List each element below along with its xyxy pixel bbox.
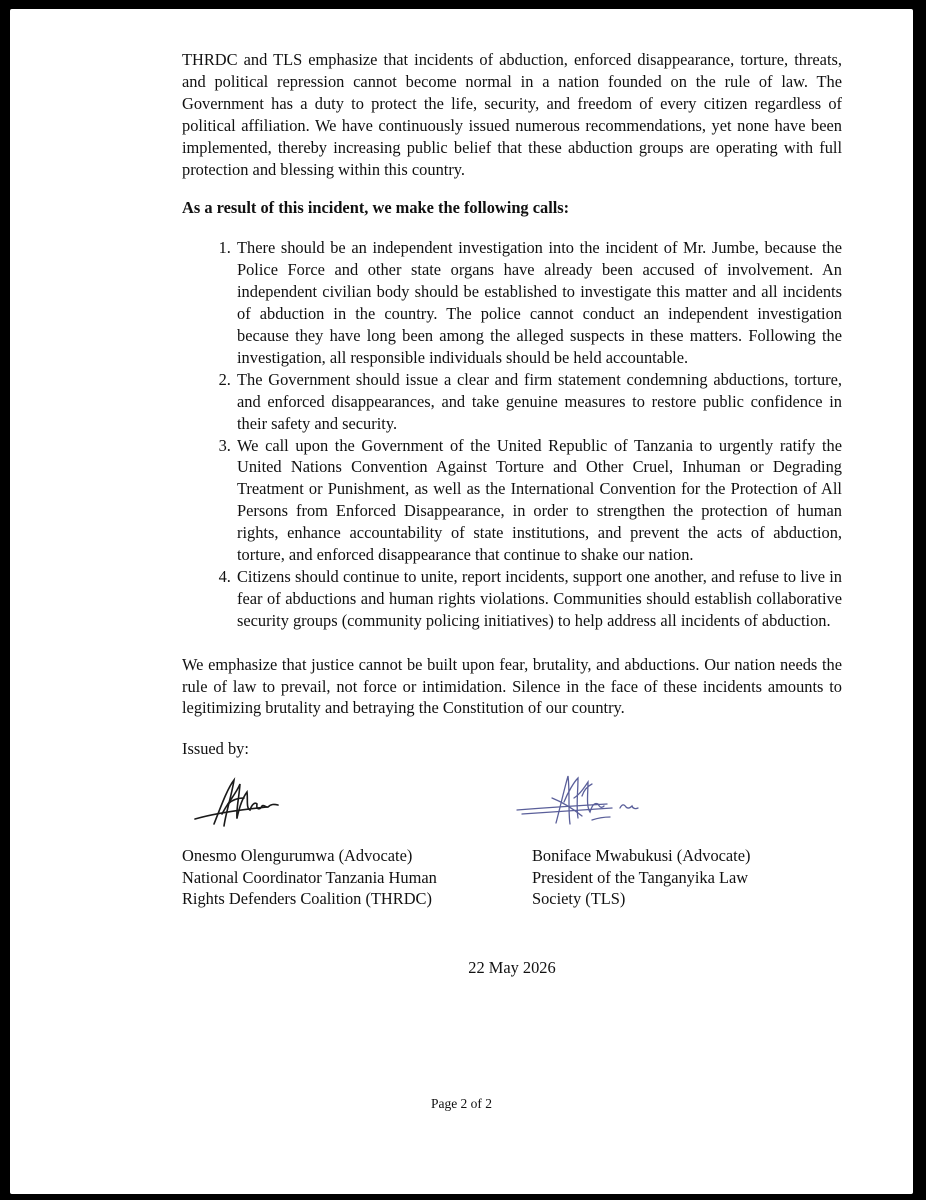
call-item: 4. Citizens should continue to unite, report incidents, support one another, and refuse to live in fear of abductions and human rights violations. Communities should establish collaborative security groups (community policing initiatives) to help address all incidents of abduction. bbox=[235, 566, 842, 632]
document-date: 22 May 2026 bbox=[468, 958, 556, 978]
calls-heading: As a result of this incident, we make the following calls: bbox=[182, 198, 570, 218]
calls-list bbox=[182, 237, 842, 631]
signature-olengurumwa-icon bbox=[192, 774, 287, 834]
document-page bbox=[10, 9, 913, 1194]
signatory-title: Society (TLS) bbox=[532, 889, 626, 909]
signature-mwabukusi-icon bbox=[512, 768, 657, 843]
call-item: 2. The Government should issue a clear and firm statement condemning abductions, torture, and enforced disappearances, and take genuine measures to restore public confidence in their safety and security. bbox=[235, 369, 842, 435]
call-item: 3. We call upon the Government of the United Republic of Tanzania to urgently ratify the United Nations Convention Against Torture and Other Cruel, Inhuman or Degrading Treatment or Punishment, as well as the International Convention for the Protection of All Persons from Enforced Disappearance, in order to strengthen the protection of human rights, enhance accountability of state institutions, and prevent the acts of abduction, torture, and enforced disappearance that continue to shake our nation. bbox=[235, 435, 842, 566]
signatory-name: Onesmo Olengurumwa (Advocate) bbox=[182, 846, 413, 866]
document-body bbox=[182, 49, 842, 998]
signatory-1-block bbox=[182, 845, 482, 910]
signatory-2-block bbox=[532, 845, 832, 910]
signatory-name: Boniface Mwabukusi (Advocate) bbox=[532, 846, 751, 866]
page-number: Page 2 of 2 bbox=[430, 1096, 493, 1111]
closing-paragraph: We emphasize that justice cannot be built upon fear, brutality, and abductions. Our nation needs the rule of law to prevail, not force or intimidation. Silence in the face of these incidents amounts to legitimizing brutality and betraying the Constitution of our country. bbox=[182, 654, 842, 718]
signatory-title: National Coordinator Tanzania Human bbox=[182, 867, 437, 887]
intro-paragraph: THRDC and TLS emphasize that incidents of abduction, enforced disappearance, torture, threats, and political repression cannot become normal in a nation founded on the rule of law. The Government has a duty to protect the life, security, and freedom of every citizen regardless of political affiliation. We have continuously issued numerous recommendations, yet none have been implemented, thereby increasing public belief that these abduction groups are operating with full protection and blessing within this country. bbox=[182, 50, 842, 179]
issued-by-label: Issued by: bbox=[182, 739, 249, 759]
call-item: 1. There should be an independent investigation into the incident of Mr. Jumbe, because the Police Force and other state organs have already been accused of involvement. An independent civilian body should be established to investigate this matter and all incidents of abduction in the country. The police cannot conduct an independent investigation because they have long been among the alleged suspects in these matters. Following the investigation, all responsible individuals should be held accountable. bbox=[235, 237, 842, 368]
signatory-title: Rights Defenders Coalition (THRDC) bbox=[182, 889, 432, 909]
signatory-title: President of the Tanganyika Law bbox=[532, 867, 749, 887]
signature-section bbox=[182, 760, 842, 998]
